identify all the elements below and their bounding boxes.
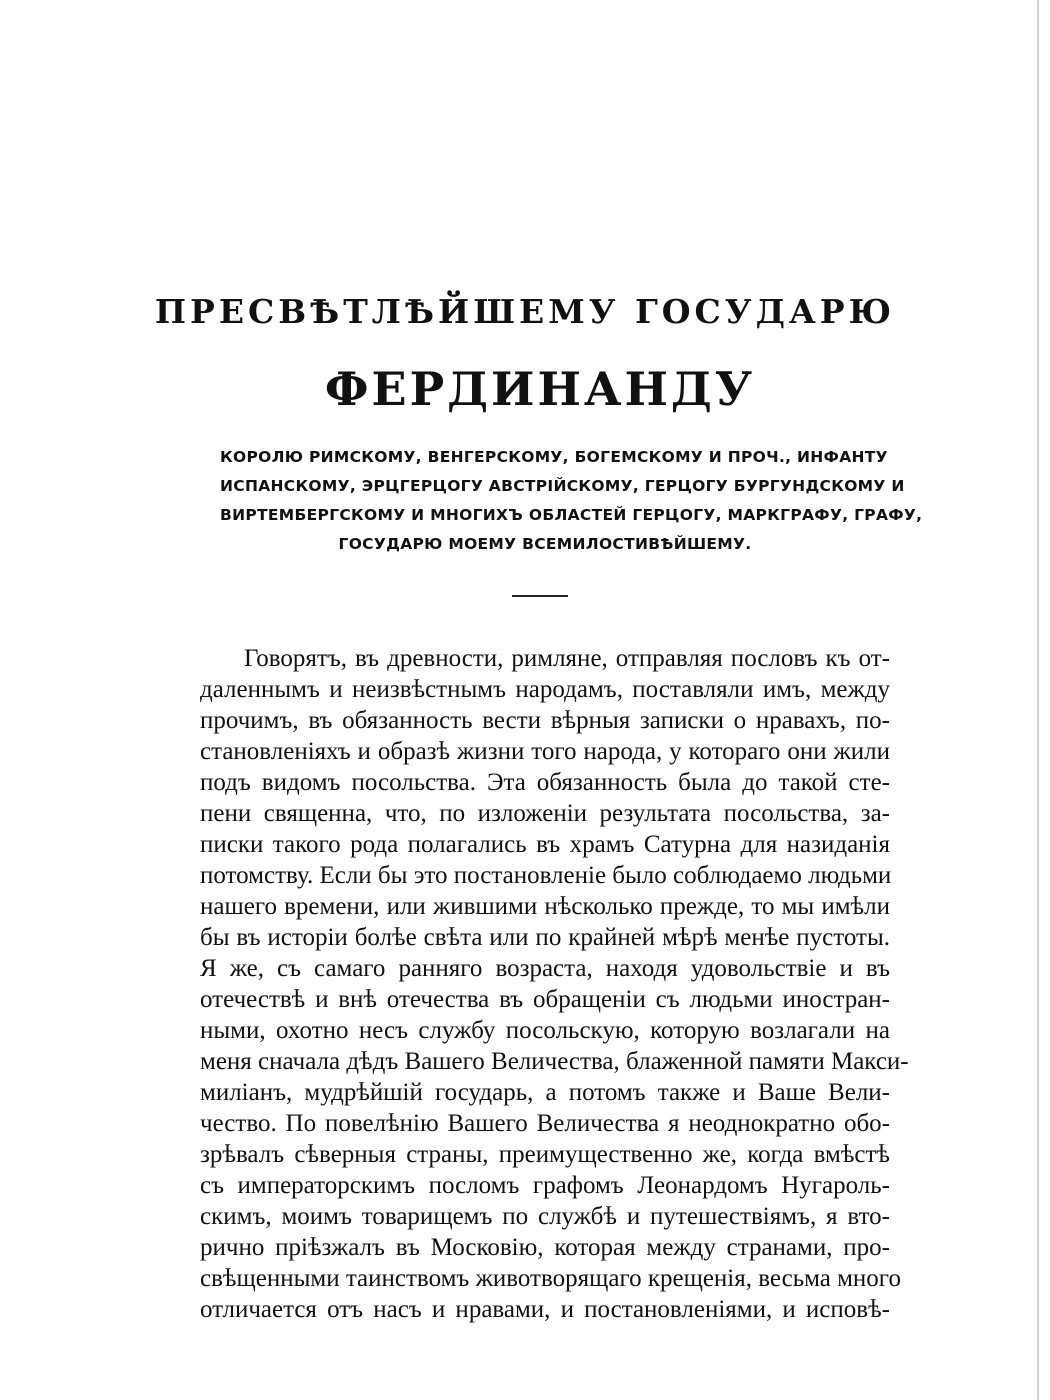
- body-line: свѣщенными таинствомъ животворящаго крещенія, весьма много: [200, 1265, 901, 1292]
- body-line: съ императорскимъ посломъ графомъ Леонардомъ Нугароль-: [200, 1172, 890, 1199]
- body-line: Я же, съ самаго ранняго возраста, находя удовольствіе и въ: [200, 955, 890, 982]
- royal-titles: [220, 443, 923, 559]
- body-line: Говорятъ, въ древности, римляне, отправляя пословъ къ от-: [244, 645, 890, 672]
- body-line: прочимъ, въ обязанность вести вѣрныя записки о нравахъ, по-: [200, 707, 890, 734]
- titles-line: ВИРТЕМБЕРГСКОМУ И МНОГИХЪ ОБЛАСТЕЙ ГЕРЦОГУ, МАРКГРАФУ, ГРАФУ,: [220, 506, 923, 524]
- body-line: чество. По повелѣнію Вашего Величества я неоднократно обо-: [200, 1110, 890, 1137]
- titles-line: КОРОЛЮ РИМСКОМУ, ВЕНГЕРСКОМУ, БОГЕМСКОМУ И ПРОЧ., ИНФАНТУ: [220, 448, 888, 466]
- body-line: нашего времени, или жившими нѣсколько прежде, то мы имѣли: [200, 893, 890, 920]
- body-line: потомству. Если бы это постановленіе было соблюдаемо людьми: [200, 862, 892, 889]
- body-line: рично пріѣзжалъ въ Московію, которая между странами, про-: [200, 1234, 890, 1261]
- page-edge-rule: [1037, 0, 1039, 1400]
- body-line: скимъ, моимъ товарищемъ по службѣ и путешествіямъ, я вто-: [200, 1203, 890, 1230]
- body-paragraph: [200, 643, 909, 1325]
- body-line: отечествѣ и внѣ отечества въ обращеніи съ людьми иностран-: [200, 986, 890, 1013]
- titles-line: ГОСУДАРЮ МОЕМУ ВСЕМИЛОСТИВѢЙШЕМУ.: [338, 535, 752, 553]
- titles-line: ИСПАНСКОМУ, ЭРЦГЕРЦОГУ АВСТРІЙСКОМУ, ГЕРЦОГУ БУРГУНДСКОМУ И: [220, 477, 905, 495]
- dedication-heading: ПРЕСВѢТЛѢЙШЕМУ ГОСУДАРЮ: [154, 292, 896, 331]
- body-line: миліанъ, мудрѣйшій государь, а потомъ также и Ваше Вели-: [200, 1079, 890, 1106]
- dedication-name: ФЕРДИНАНДУ: [324, 362, 756, 416]
- body-line: пени священна, что, по изложеніи результата посольства, за-: [200, 800, 890, 827]
- body-line: писки такого рода полагались въ храмъ Сатурна для назиданія: [200, 831, 890, 858]
- body-line: даленнымъ и неизвѣстнымъ народамъ, поставляли имъ, между: [200, 676, 890, 703]
- body-line: ными, охотно несъ службу посольскую, которую возлагали на: [200, 1017, 890, 1044]
- body-line: отличается отъ насъ и нравами, и постановленіями, и исповѣ-: [200, 1296, 890, 1323]
- body-line: подъ видомъ посольства. Эта обязанность была до такой сте-: [200, 769, 890, 796]
- section-divider: [512, 595, 568, 597]
- body-line: меня сначала дѣдъ Вашего Величества, блаженной памяти Макси-: [200, 1048, 909, 1075]
- body-line: зрѣвалъ сѣверныя страны, преимущественно же, когда вмѣстѣ: [200, 1141, 890, 1168]
- body-line: бы въ исторіи болѣе свѣта или по крайней мѣрѣ менѣе пустоты.: [200, 924, 890, 951]
- body-line: становленіяхъ и образѣ жизни того народа, у котораго они жили: [200, 738, 890, 765]
